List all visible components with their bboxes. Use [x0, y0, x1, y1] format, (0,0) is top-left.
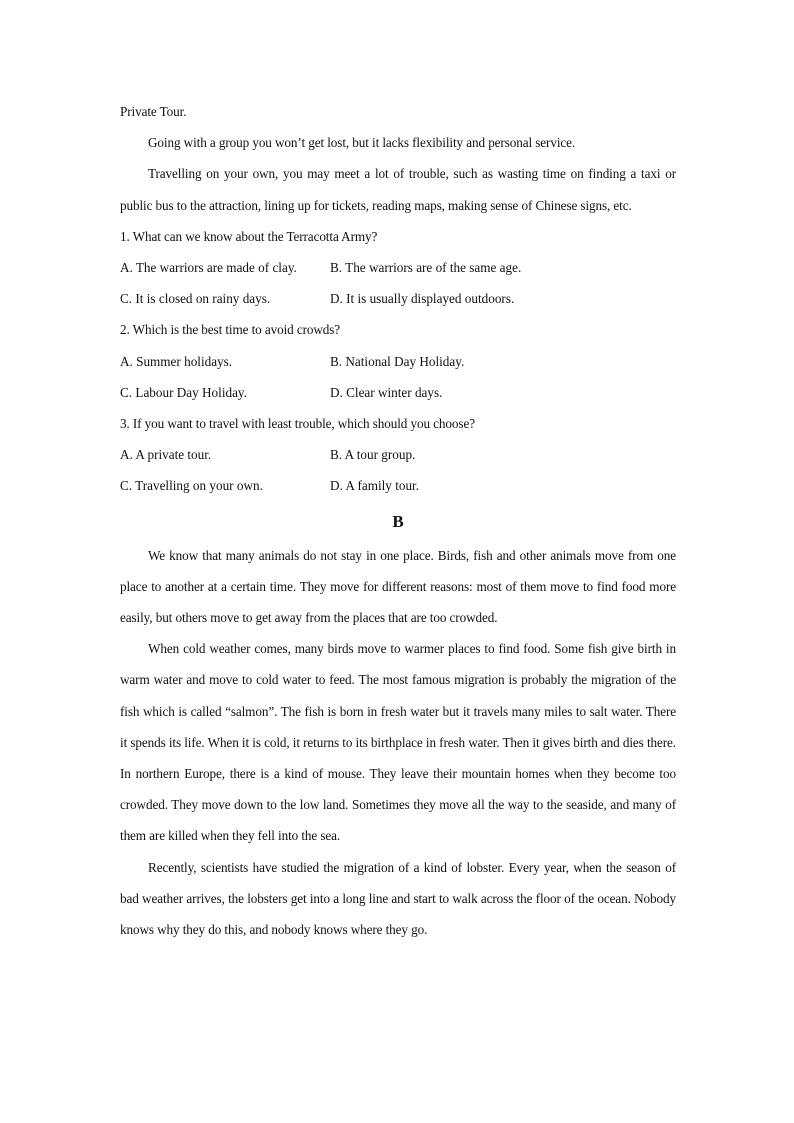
question-1 — [120, 221, 676, 315]
section-b-paragraph-1: We know that many animals do not stay in one place. Birds, fish and other animals move from one place to another at a certain time. They move for different reasons: most of them move to find food more easily, but others move to get away from the places that are too crowded. — [120, 547, 676, 626]
question-3-stem: 3. If you want to travel with least trouble, which should you choose? — [120, 416, 475, 432]
question-1-options-row-1 — [120, 252, 676, 283]
question-2 — [120, 314, 676, 408]
question-2-option-b: B. National Day Holiday. — [330, 353, 465, 369]
question-1-option-b: B. The warriors are of the same age. — [330, 260, 522, 276]
question-3 — [120, 408, 676, 502]
question-1-stem: 1. What can we know about the Terracotta Army? — [120, 228, 378, 244]
question-2-options-row-2 — [120, 377, 676, 408]
question-2-options-row-1 — [120, 346, 676, 377]
question-2-option-a: A. Summer holidays. — [120, 353, 233, 369]
passage-a-own-travel: Travelling on your own, you may meet a lot of trouble, such as wasting time on finding a taxi or public bus to the attraction, lining up for tickets, reading maps, making sense of Chinese signs, etc. — [120, 166, 676, 213]
question-3-options-row-1 — [120, 439, 676, 470]
question-1-option-d: D. It is usually displayed outdoors. — [330, 291, 515, 307]
document-page — [120, 96, 676, 945]
question-1-option-a: A. The warriors are made of clay. — [120, 260, 297, 276]
question-3-options-row-2 — [120, 470, 676, 501]
question-2-stem: 2. Which is the best time to avoid crowds? — [120, 322, 341, 338]
question-3-option-b: B. A tour group. — [330, 447, 416, 463]
question-2-option-d: D. Clear winter days. — [330, 384, 443, 400]
question-2-option-c: C. Labour Day Holiday. — [120, 384, 247, 400]
section-b-title: B — [392, 511, 404, 531]
question-3-option-d: D. A family tour. — [330, 478, 420, 494]
question-3-option-c: C. Travelling on your own. — [120, 478, 263, 494]
section-b-paragraph-3: Recently, scientists have studied the migration of a kind of lobster. Every year, when the season of bad weather arrives, the lobsters get into a long line and start to walk across the floor of the ocean. Nobody knows why they do this, and nobody knows where they go. — [120, 859, 676, 938]
passage-a-private-tour: Private Tour. — [120, 104, 187, 119]
question-1-options-row-2 — [120, 283, 676, 314]
passage-a-group-tour: Going with a group you won’t get lost, but it lacks flexibility and personal service. — [148, 135, 576, 151]
section-b-paragraph-2: When cold weather comes, many birds move to warmer places to find food. Some fish give birth in warm water and move to cold water to feed. The most famous migration is probably the migration of the fish which is called “salmon”. The fish is born in fresh water but it travels many miles to salt water. There it spends its life. When it is cold, it returns to its birthplace in fresh water. Then it gives birth and dies there. In northern Europe, there is a kind of mouse. They leave their mountain homes when they become too crowded. They move down to the low land. Sometimes they move all the way to the seaside, and many of them are killed when they fell into the sea. — [120, 641, 676, 844]
question-1-option-c: C. It is closed on rainy days. — [120, 291, 271, 307]
question-3-option-a: A. A private tour. — [120, 447, 212, 463]
